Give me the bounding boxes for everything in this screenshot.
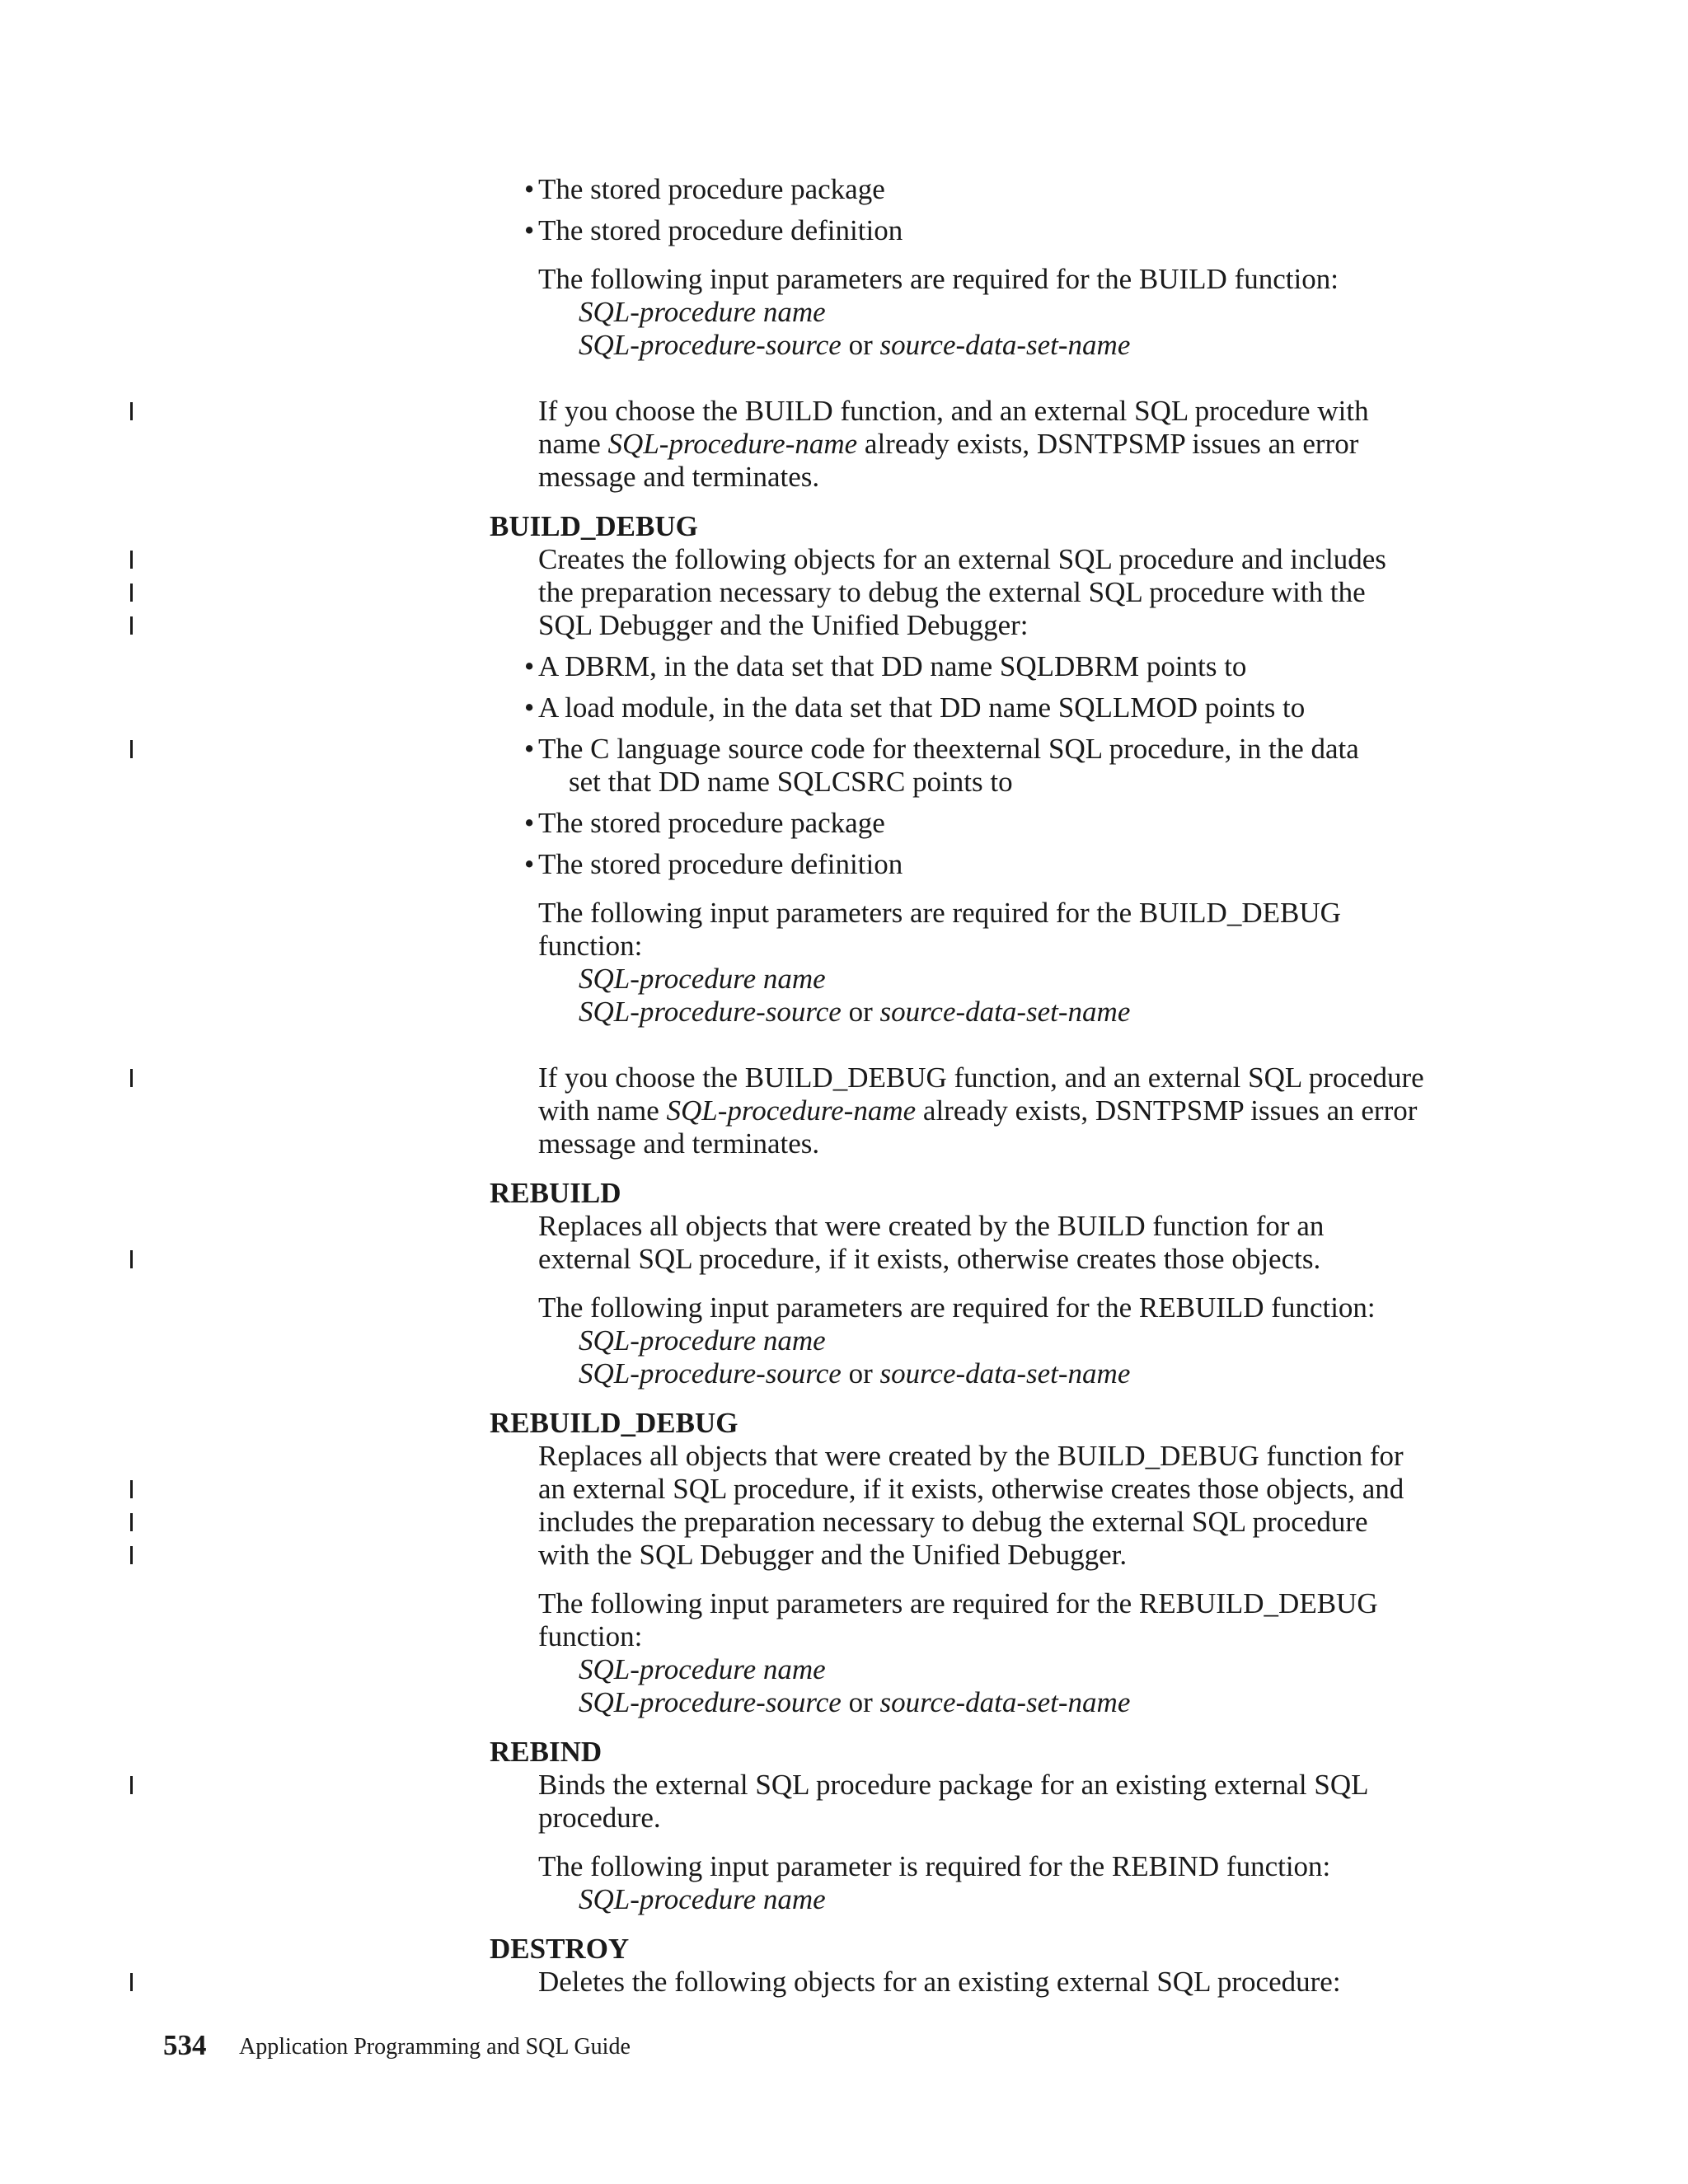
paragraph-line: Binds the external SQL procedure package for an existing external SQL <box>538 1769 1369 1801</box>
term-heading: REBIND <box>490 1736 603 1768</box>
parameter-line: SQL-procedure-source or source-data-set-name <box>579 329 1131 361</box>
paragraph-line: If you choose the BUILD function, and an external SQL procedure with <box>538 395 1369 427</box>
revision-bar <box>130 1250 133 1268</box>
term-heading: BUILD_DEBUG <box>490 510 698 542</box>
paragraph-line: includes the preparation necessary to debug the external SQL procedure <box>538 1506 1368 1538</box>
parameter-line: SQL-procedure name <box>579 1883 826 1915</box>
term-heading: DESTROY <box>490 1933 630 1965</box>
paragraph-line: external SQL procedure, if it exists, otherwise creates those objects. <box>538 1243 1321 1275</box>
paragraph-line: message and terminates. <box>538 1127 820 1160</box>
paragraph-line: message and terminates. <box>538 461 820 493</box>
paragraph-line: Replaces all objects that were created by the BUILD function for an <box>538 1210 1325 1242</box>
paragraph-line: The following input parameters are required for the BUILD function: <box>538 263 1339 295</box>
revision-bar <box>130 1546 133 1564</box>
paragraph-line: Creates the following objects for an external SQL procedure and includes <box>538 543 1386 575</box>
bullet-item: • A DBRM, in the data set that DD name SQLDBRM points to <box>538 650 1246 683</box>
term-heading: REBUILD <box>490 1177 621 1209</box>
parameter-line: SQL-procedure name <box>579 296 826 328</box>
parameter-line: SQL-procedure-source or source-data-set-name <box>579 996 1131 1028</box>
parameter-line: SQL-procedure-source or source-data-set-name <box>579 1686 1131 1718</box>
bullet-item: • The C language source code for theexternal SQL procedure, in the data <box>538 733 1359 766</box>
paragraph-line: Replaces all objects that were created by the BUILD_DEBUG function for <box>538 1440 1404 1472</box>
paragraph-line: procedure. <box>538 1802 661 1834</box>
page-number: 534 <box>163 2029 207 2061</box>
parameter-line: SQL-procedure-source or source-data-set-name <box>579 1357 1131 1390</box>
revision-bar <box>130 740 133 758</box>
bullet-continuation: set that DD name SQLCSRC points to <box>569 766 1013 798</box>
revision-bar <box>130 583 133 602</box>
paragraph-line: If you choose the BUILD_DEBUG function, and an external SQL procedure <box>538 1062 1424 1094</box>
paragraph-line: name SQL-procedure-name already exists, DSNTPSMP issues an error <box>538 428 1359 460</box>
paragraph-line: with the SQL Debugger and the Unified Debugger. <box>538 1539 1128 1571</box>
revision-bar <box>130 1480 133 1498</box>
bullet-item: • The stored procedure definition <box>538 214 903 247</box>
bullet-item: • The stored procedure package <box>538 807 885 840</box>
parameter-line: SQL-procedure name <box>579 963 826 995</box>
paragraph-line: function: <box>538 1620 643 1652</box>
paragraph-line: SQL Debugger and the Unified Debugger: <box>538 609 1029 641</box>
bullet-item: • The stored procedure definition <box>538 848 903 881</box>
paragraph-line: The following input parameters are required for the BUILD_DEBUG <box>538 897 1341 929</box>
paragraph-line: with name SQL-procedure-name already exists, DSNTPSMP issues an error <box>538 1094 1418 1127</box>
paragraph-line: The following input parameters are required for the REBUILD function: <box>538 1291 1376 1324</box>
bullet-item: • A load module, in the data set that DD name SQLLMOD points to <box>538 691 1305 724</box>
paragraph-line: Deletes the following objects for an existing external SQL procedure: <box>538 1966 1341 1998</box>
revision-bar <box>130 1069 133 1087</box>
revision-bar <box>130 1973 133 1991</box>
parameter-line: SQL-procedure name <box>579 1653 826 1685</box>
paragraph-line: the preparation necessary to debug the external SQL procedure with the <box>538 576 1366 608</box>
book-title: Application Programming and SQL Guide <box>239 2034 631 2060</box>
term-heading: REBUILD_DEBUG <box>490 1407 738 1439</box>
paragraph-line: an external SQL procedure, if it exists, otherwise creates those objects, and <box>538 1473 1404 1505</box>
revision-bar <box>130 551 133 569</box>
revision-bar <box>130 402 133 420</box>
parameter-line: SQL-procedure name <box>579 1324 826 1357</box>
bullet-item: • The stored procedure package <box>538 173 885 206</box>
paragraph-line: The following input parameter is required for the REBIND function: <box>538 1850 1331 1882</box>
revision-bar <box>130 1776 133 1794</box>
revision-bar <box>130 1513 133 1531</box>
revision-bar <box>130 616 133 635</box>
paragraph-line: function: <box>538 930 643 962</box>
paragraph-line: The following input parameters are required for the REBUILD_DEBUG <box>538 1587 1378 1619</box>
